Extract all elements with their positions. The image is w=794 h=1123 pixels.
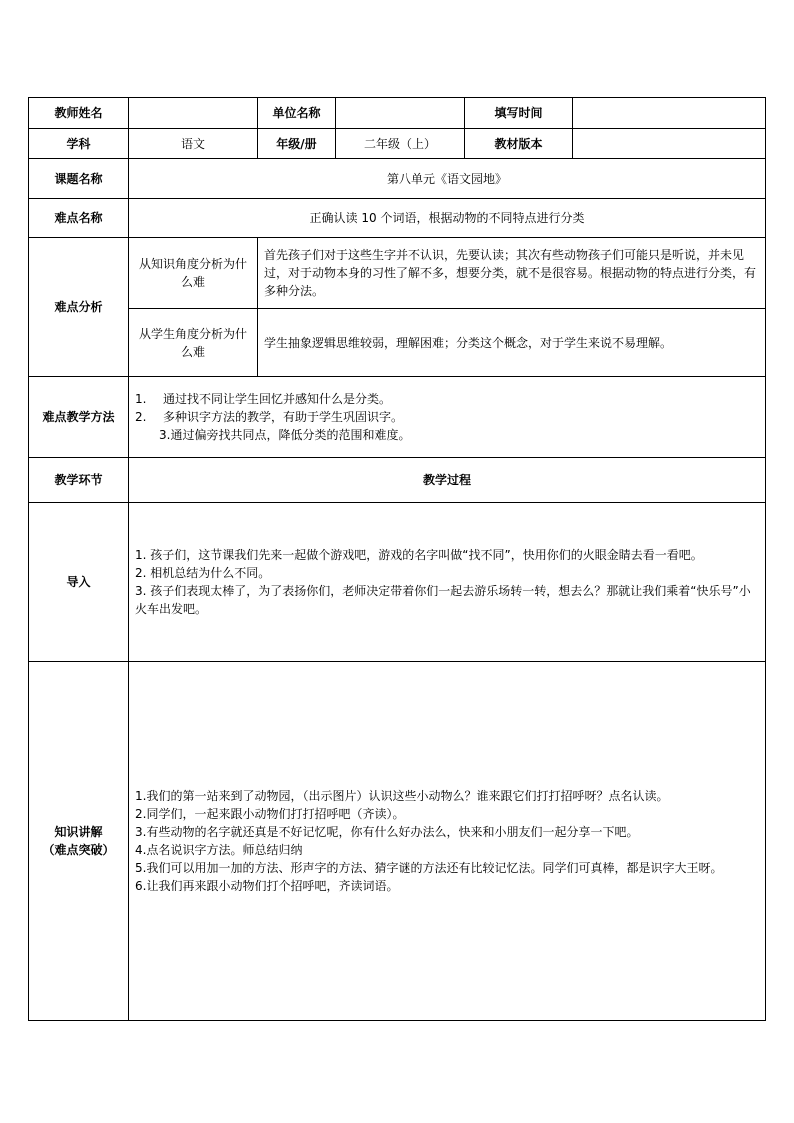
knowledge-label-line2: （难点突破）: [42, 843, 115, 857]
row-analysis-knowledge: [29, 238, 766, 309]
knowledge-line: 5.我们可以用加一加的方法、形声字的方法、猜字谜的方法还有比较记忆法。同学们可真棒，都是识字大王呀。: [135, 861, 723, 875]
methods-list: [129, 377, 766, 458]
teacher-name-value: [129, 98, 258, 129]
method-item: 1. 通过找不同让学生回忆并感知什么是分类。: [135, 392, 392, 406]
student-angle-label: 从学生角度分析为什么难: [129, 309, 258, 377]
row-difficulty: [29, 199, 766, 238]
intro-line: 1. 孩子们，这节课我们先来一起做个游戏吧，游戏的名字叫做“找不同”，快用你们的火眼金睛去看一看吧。: [135, 548, 703, 562]
knowledge-line: 2.同学们，一起来跟小动物们打打招呼吧（齐读）。: [135, 807, 405, 821]
fill-time-value: [573, 98, 766, 129]
grade-value: 二年级（上）: [336, 129, 465, 159]
grade-label: 年级/册: [258, 129, 336, 159]
methods-label: 难点教学方法: [29, 377, 129, 458]
topic-value: 第八单元《语文园地》: [129, 159, 766, 199]
subject-value: 语文: [129, 129, 258, 159]
row-knowledge: [29, 662, 766, 1021]
row-teacher-info: [29, 98, 766, 129]
difficulty-label: 难点名称: [29, 199, 129, 238]
row-topic: [29, 159, 766, 199]
textbook-label: 教材版本: [465, 129, 573, 159]
textbook-value: [573, 129, 766, 159]
knowledge-content: [129, 662, 766, 1021]
knowledge-line: 4.点名说识字方法。师总结归纳: [135, 843, 303, 857]
fill-time-label: 填写时间: [465, 98, 573, 129]
lesson-plan-table: [28, 97, 766, 1021]
knowledge-label-line1: 知识讲解: [54, 825, 103, 839]
row-analysis-student: [29, 309, 766, 377]
row-methods: [29, 377, 766, 458]
subject-label: 学科: [29, 129, 129, 159]
method-item: 3.通过偏旁找共同点，降低分类的范围和难度。: [159, 428, 411, 442]
unit-name-label: 单位名称: [258, 98, 336, 129]
knowledge-line: 1.我们的第一站来到了动物园，（出示图片）认识这些小动物么？谁来跟它们打打招呼呀？点名认读。: [135, 789, 669, 803]
intro-line: 2. 相机总结为什么不同。: [135, 566, 271, 580]
stage-header: 教学环节: [29, 458, 129, 503]
method-item: 2. 多种识字方法的教学，有助于学生巩固识字。: [135, 410, 404, 424]
row-subject-info: [29, 129, 766, 159]
unit-name-value: [336, 98, 465, 129]
intro-line: 3. 孩子们表现太棒了，为了表扬你们，老师决定带着你们一起去游乐场转一转，想去么？那就让我们乘着“快乐号”小火车出发吧。: [135, 584, 751, 616]
topic-label: 课题名称: [29, 159, 129, 199]
student-angle-text: 学生抽象逻辑思维较弱，理解困难；分类这个概念，对于学生来说不易理解。: [258, 309, 766, 377]
knowledge-angle-text: 首先孩子们对于这些生字并不认识，先要认读；其次有些动物孩子们可能只是听说，并未见过，对于动物本身的习性了解不多，想要分类，就不是很容易。根据动物的特点进行分类，有多种分法。: [258, 238, 766, 309]
row-intro: [29, 503, 766, 662]
process-header: 教学过程: [129, 458, 766, 503]
teacher-name-label: 教师姓名: [29, 98, 129, 129]
knowledge-label: [29, 662, 129, 1021]
knowledge-line: 6.让我们再来跟小动物们打个招呼吧，齐读词语。: [135, 879, 399, 893]
row-process-header: [29, 458, 766, 503]
intro-label: 导入: [29, 503, 129, 662]
knowledge-angle-label: 从知识角度分析为什么难: [129, 238, 258, 309]
intro-content: [129, 503, 766, 662]
knowledge-line: 3.有些动物的名字就还真是不好记忆呢，你有什么好办法么，快来和小朋友们一起分享一下吧。: [135, 825, 639, 839]
analysis-label: 难点分析: [29, 238, 129, 377]
difficulty-value: 正确认读 10 个词语，根据动物的不同特点进行分类: [129, 199, 766, 238]
